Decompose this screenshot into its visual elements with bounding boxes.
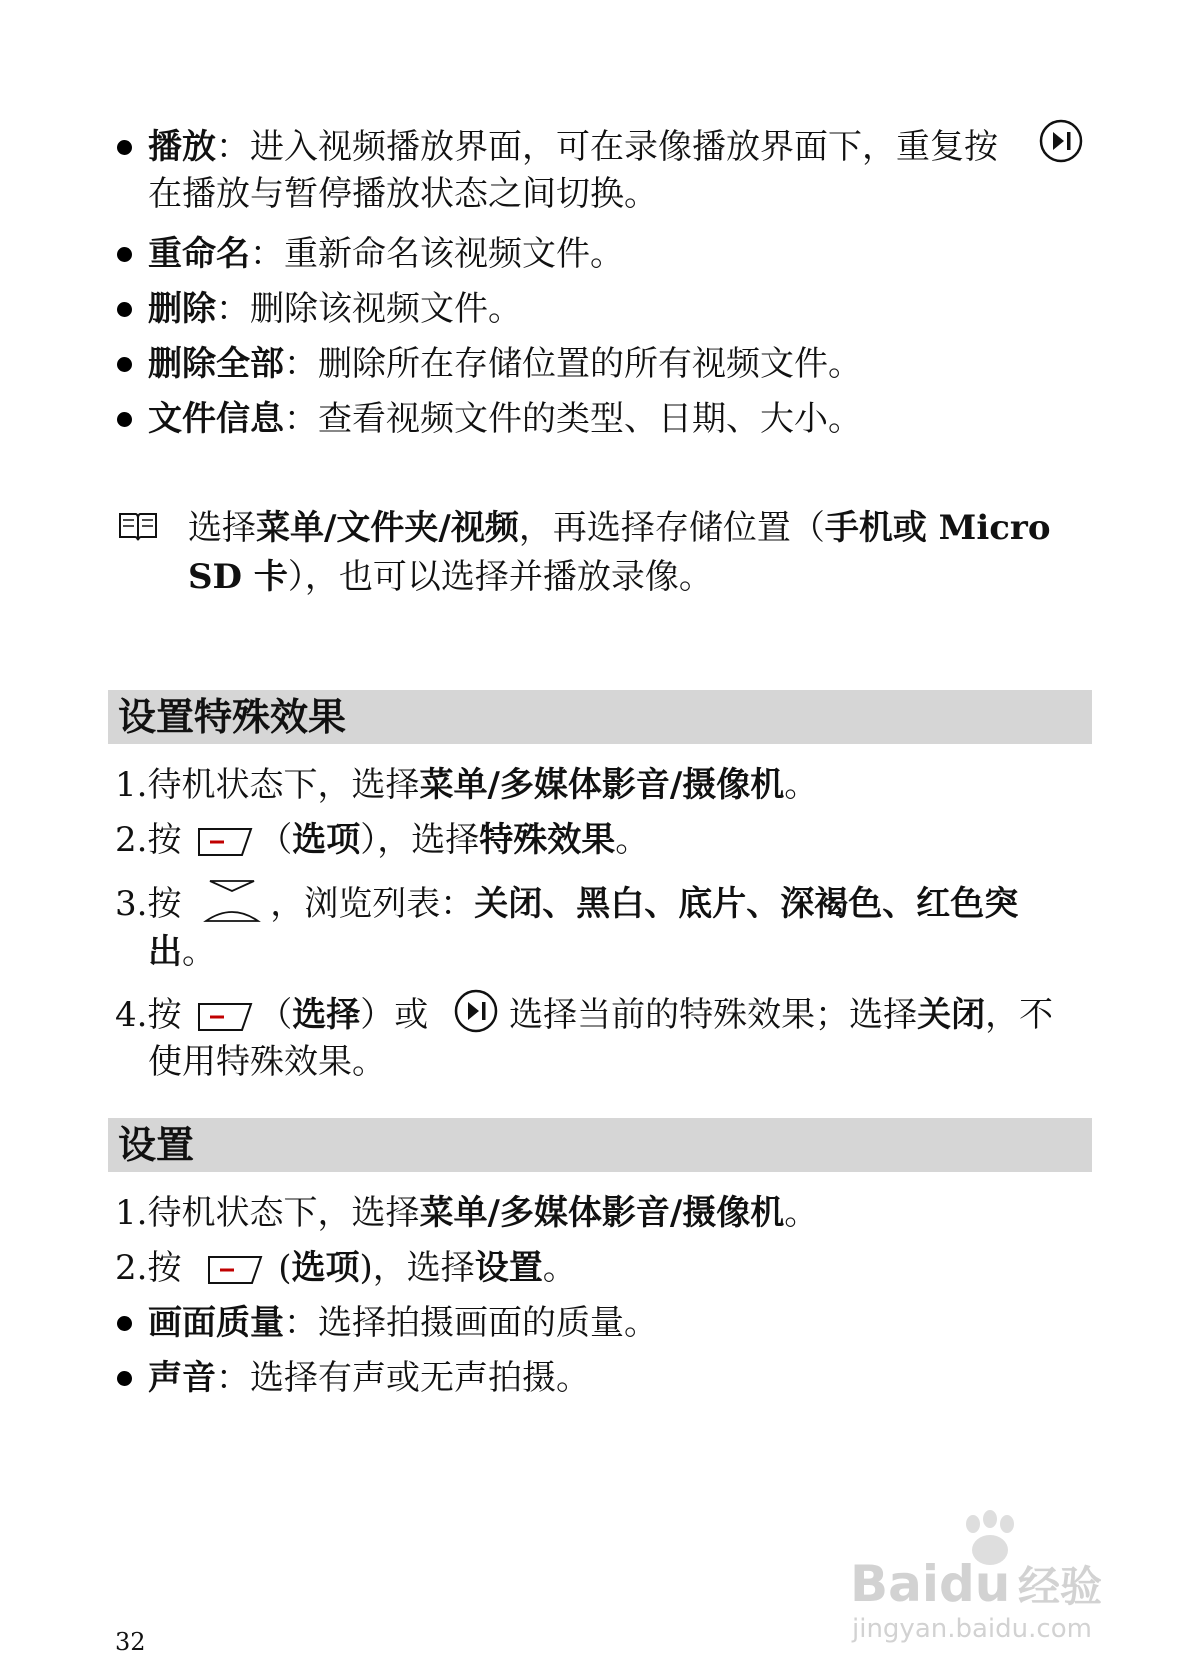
page-number: 32 xyxy=(115,1628,146,1656)
step-3: 3.按 ，浏览列表：关闭、黑白、底片、深褐色、红色突 xyxy=(115,882,1018,927)
bullet-dot xyxy=(117,412,132,427)
up-down-nav-key-icon xyxy=(202,877,262,927)
left-softkey-icon xyxy=(206,1253,264,1287)
step-1: 1.待机状态下，选择菜单/多媒体影音/摄像机。 xyxy=(115,1193,819,1233)
bullet-dot xyxy=(117,1316,132,1331)
watermark-sub: 经验 xyxy=(1018,1562,1103,1611)
step-1: 1.待机状态下，选择菜单/多媒体影音/摄像机。 xyxy=(115,765,819,805)
note-line2: SD 卡），也可以选择并播放录像。 xyxy=(188,557,713,597)
bullet-dot xyxy=(117,302,132,317)
bullet-play-line2: 在播放与暂停播放状态之间切换。 xyxy=(148,174,658,214)
bullet-dot xyxy=(117,140,132,155)
bullet-rename: 重命名：重新命名该视频文件。 xyxy=(148,234,624,274)
bullet-delete-all: 删除全部：删除所在存储位置的所有视频文件。 xyxy=(148,344,862,384)
play-pause-key-icon xyxy=(1038,118,1084,164)
bullet-picture-quality: 画面质量：选择拍摄画面的质量。 xyxy=(148,1303,658,1343)
bullet-play-line1: 播放：进入视频播放界面，可在录像播放界面下，重复按 xyxy=(148,127,998,167)
step-2: 2.按 （选项），选择特殊效果。 xyxy=(115,820,650,860)
section-header-special-effects xyxy=(108,690,1092,744)
bullet-dot xyxy=(117,1371,132,1386)
baidu-watermark xyxy=(850,1510,1150,1650)
left-softkey-icon xyxy=(196,825,254,859)
watermark-brand: Baidu xyxy=(850,1555,1011,1613)
bullet-term: 播放 xyxy=(148,127,216,167)
bullet-desc: 进入视频播放界面，可在录像播放界面下，重复按 xyxy=(250,127,998,167)
section-header-settings xyxy=(108,1118,1092,1172)
bullet-file-info: 文件信息：查看视频文件的类型、日期、大小。 xyxy=(148,399,862,439)
bullet-dot xyxy=(117,247,132,262)
watermark-url: jingyan.baidu.com xyxy=(852,1614,1092,1644)
book-icon xyxy=(118,510,158,542)
step-4: 4.按 （选择）或 选择当前的特殊效果；选择关闭，不 xyxy=(115,993,1053,1037)
bullet-dot xyxy=(117,357,132,372)
play-pause-key-icon xyxy=(453,988,499,1034)
step-4-line2: 使用特殊效果。 xyxy=(148,1042,386,1082)
step-2: 2.按 (选项)，选择设置。 xyxy=(115,1248,577,1288)
bullet-delete: 删除：删除该视频文件。 xyxy=(148,289,522,329)
section-title: 设置 xyxy=(118,1123,195,1167)
note-line1: 选择菜单/文件夹/视频，再选择存储位置（手机或 Micro xyxy=(188,508,1051,548)
left-softkey-icon xyxy=(196,1000,254,1034)
step-3-line2: 出。 xyxy=(148,932,216,972)
bullet-sound: 声音：选择有声或无声拍摄。 xyxy=(148,1358,590,1398)
section-title: 设置特殊效果 xyxy=(118,695,347,739)
